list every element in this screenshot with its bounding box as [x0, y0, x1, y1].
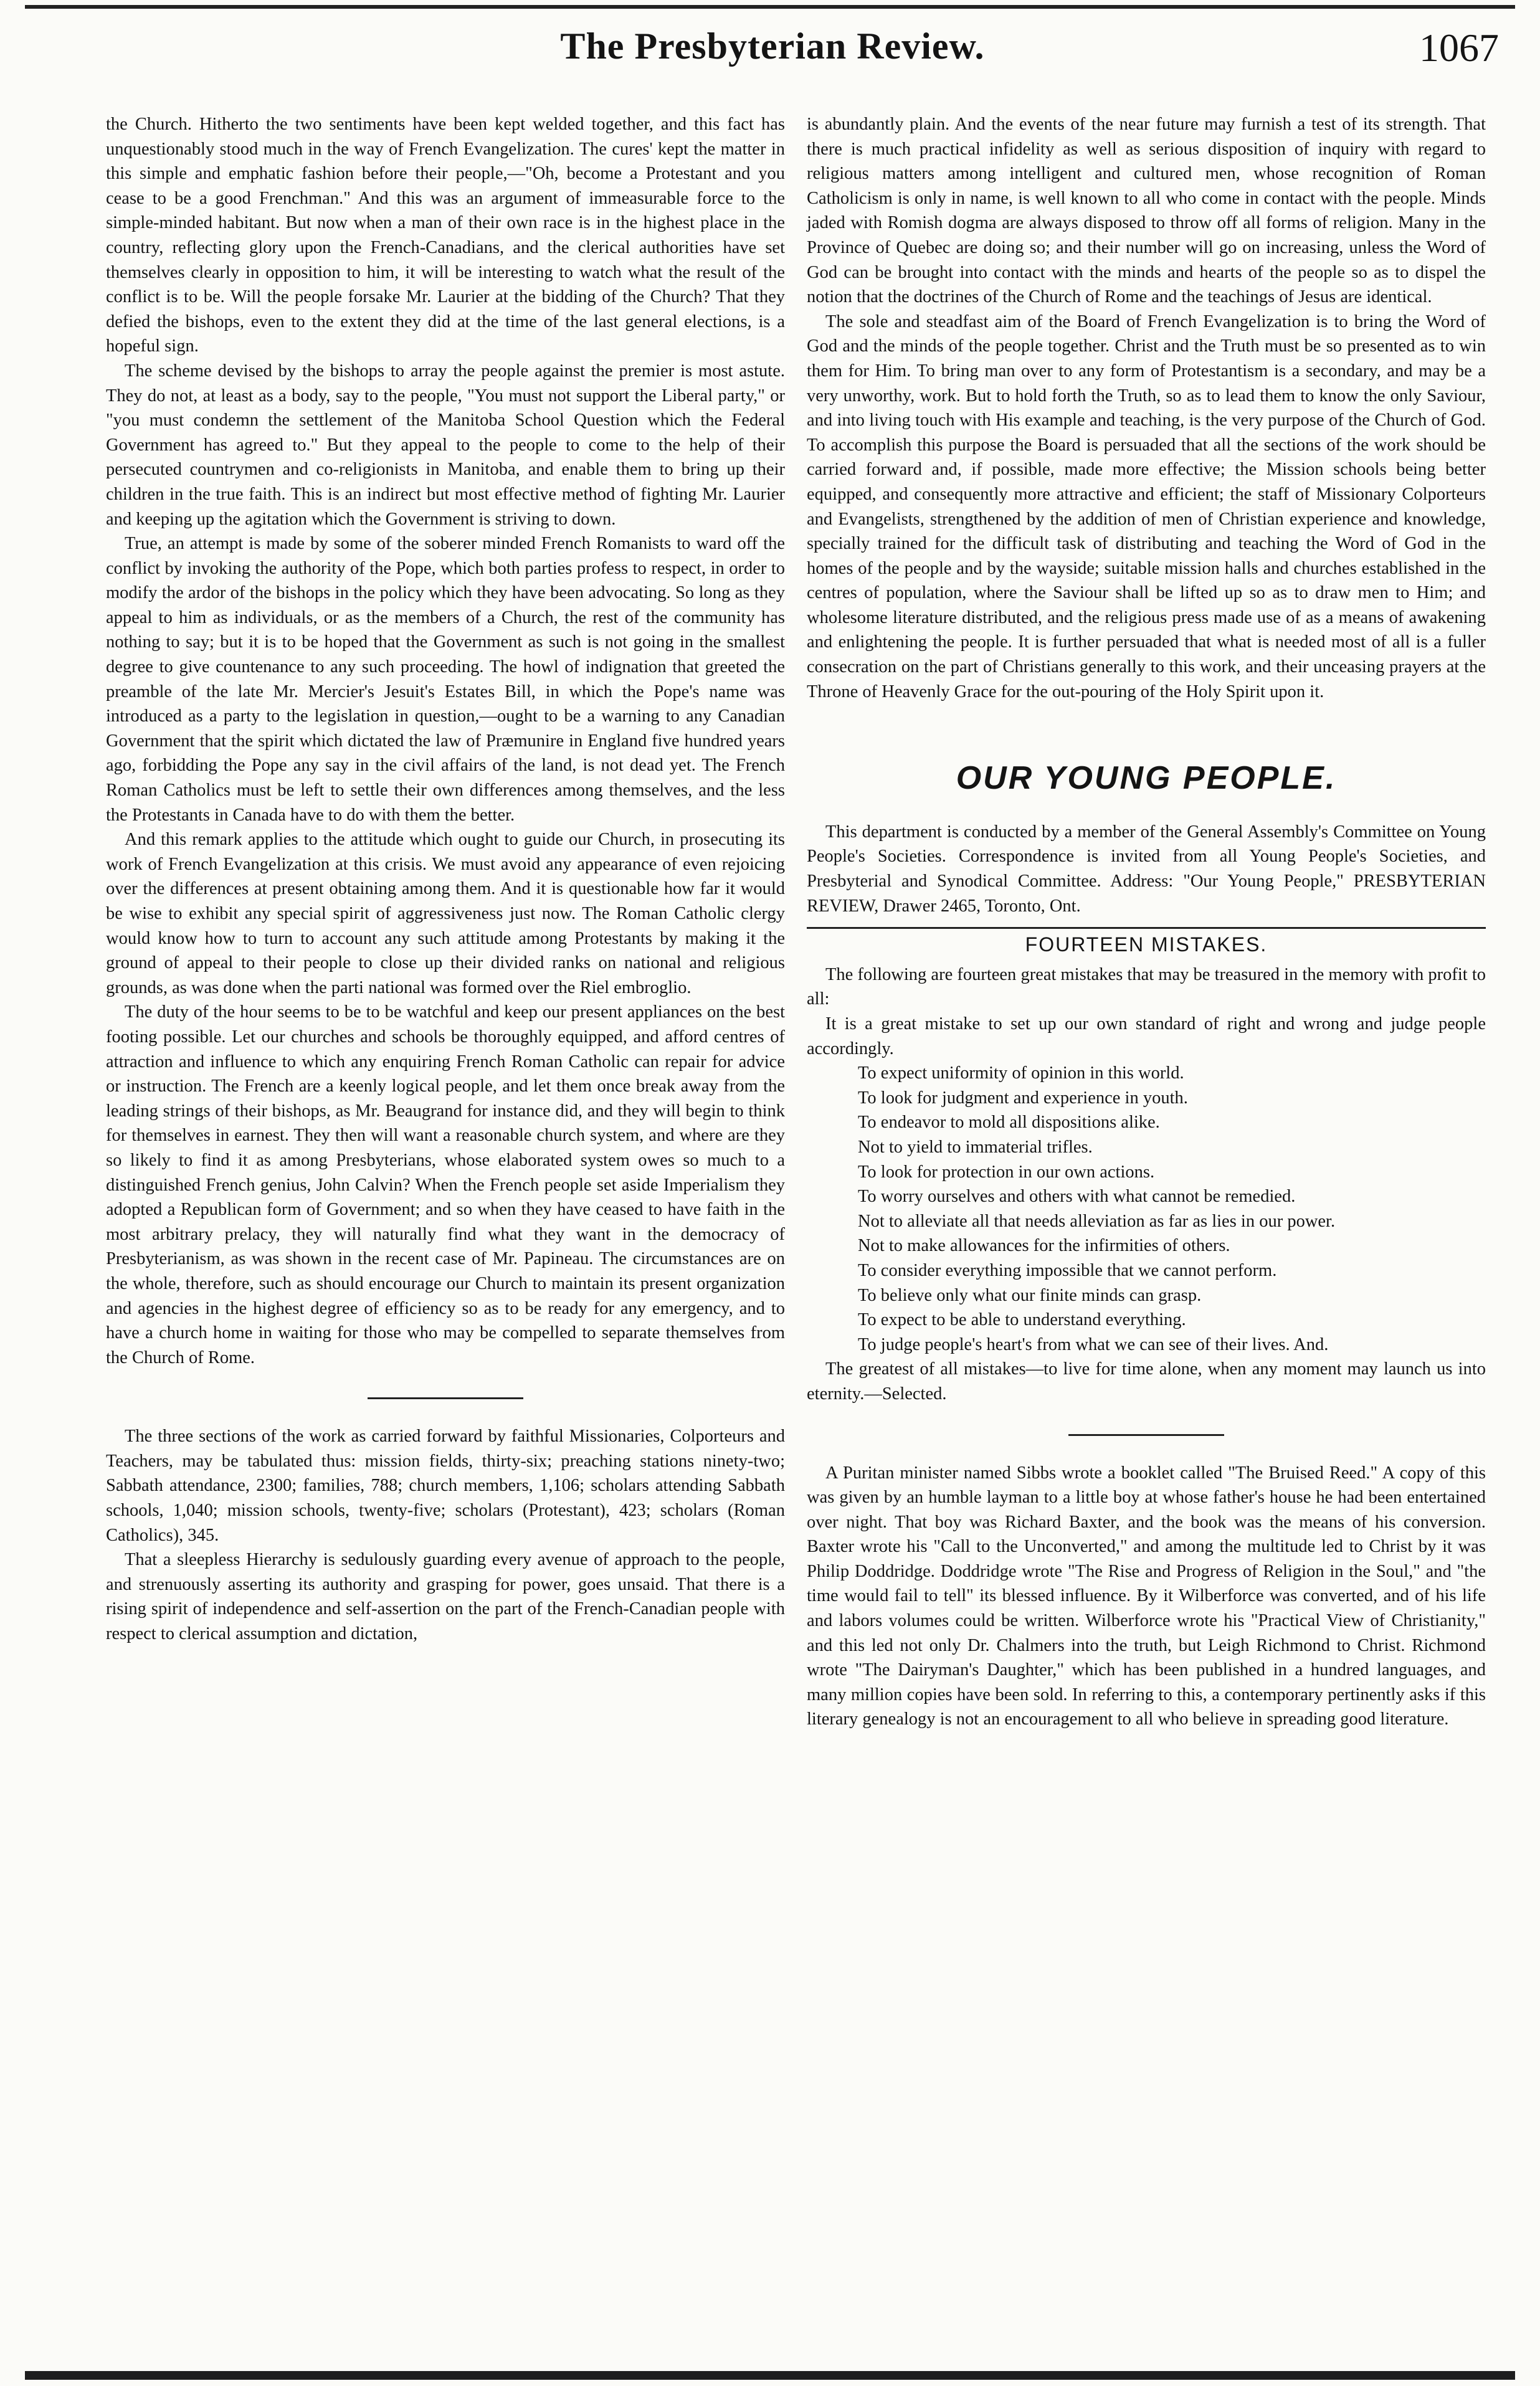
- paragraph: The duty of the hour seems to be to be watchful and keep our present appliances on the best footing possible. Let our churches and schools be thoroughly equipped, and afford centres of attraction and influence to which any enquiring French Roman Catholic can repair for advice or instruction. The French are a keenly logical people, and let them once break away from the leading strings of their bishops, as Mr. Beaugrand for instance did, and they will begin to think for themselves in earnest. They then will want a reasonable church system, and where are they so likely to find it as among Presbyterians, whose elaborated system owes so much to a distinguished French genius, John Calvin? When the French people set aside Imperialism they adopted a Republican form of Government; and so when they have ceased to have faith in the most arbitrary prelacy, they will naturally find what they want in the democracy of Presbyterianism, as was shown in the recent case of Mr. Papineau. The circumstances are on the whole, therefore, such as should encourage our Church to maintain its present organization and agencies in the highest degree of efficiency so as to be ready for any emergency, and to have a church home in waiting for those who may be compelled to separate themselves from the Church of Rome.: [106, 1002, 785, 1367]
- paragraph: It is a great mistake to set up our own standard of right and wrong and judge people accordingly.: [807, 1014, 1486, 1058]
- paragraph: And this remark applies to the attitude which ought to guide our Church, in prosecuting its work of French Evangelization at this crisis. We must avoid any appearance of even rejoicing over the differences at present obtaining among them. And it is questionable how far it would be wise to exhibit any special spirit of aggressiveness just now. The Roman Catholic clergy would know how to turn to account any such attitude among Protestants by making it the ground of appeal to their people to close up their divided ranks on national and religious grounds, as was done when the parti national was formed over the Riel embroglio.: [106, 830, 785, 997]
- rule: [807, 927, 1486, 929]
- paragraph: True, an attempt is made by some of the soberer minded French Romanists to ward off the conflict by invoking the authority of the Pope, which both parties profess to respect, in order to modify the ardor of the bishops in the policy which they have been advocating. So long as they appeal to him as individuals, or as the members of a Church, the rest of the community has nothing to say; but it is to be hoped that the Government as such is not going in the smallest degree to give countenance to any such proceeding. The howl of indignation that greeted the preamble of the late Mr. Mercier's Jesuit's Estates Bill, in which the Pope's name was introduced as a party to the legislation in question,—ought to be a warning to any Canadian Government that the spirit which dictated the law of Præmunire in England five hundred years ago, forbidding the Pope any say in the civil affairs of the land, is not dead yet. The French Roman Catholics must be left to settle their own differences among themselves, and the less the Protestants in Canada have to do with them the better.: [106, 534, 785, 825]
- list-item: Not to make allowances for the infirmities of others.: [858, 1236, 1230, 1256]
- bottom-rule: [25, 2371, 1515, 2380]
- section-divider: [368, 1397, 523, 1399]
- section-title: OUR YOUNG PEOPLE.: [956, 760, 1337, 797]
- page-number: 1067: [1419, 26, 1499, 70]
- section-divider: [1068, 1434, 1224, 1436]
- section-intro: This department is conducted by a member of the General Assembly's Committee on Young People's Societies. Correspondence is invited from all Young People's Societies, and Presbyterial and Synodical Committee. Address: "Our Young People," PRESBYTERIAN REVIEW, Drawer 2465, Toronto, Ont.: [807, 822, 1486, 916]
- list-item: To look for judgment and experience in youth.: [858, 1088, 1188, 1108]
- list-item: To expect to be able to understand everything.: [858, 1310, 1186, 1330]
- list-item: To look for protection in our own actions.: [858, 1162, 1155, 1182]
- article-subhead: FOURTEEN MISTAKES.: [1025, 933, 1268, 956]
- paragraph: The greatest of all mistakes—to live for time alone, when any moment may launch us into eternity.—Selected.: [807, 1359, 1486, 1404]
- left-column: [106, 112, 785, 1647]
- page-title: The Presbyterian Review.: [560, 26, 985, 67]
- mistakes-list: [807, 1061, 1486, 1357]
- list-item: To judge people's heart's from what we can see of their lives. And.: [858, 1334, 1329, 1354]
- list-item: To worry ourselves and others with what cannot be remedied.: [858, 1187, 1296, 1207]
- list-item: Not to yield to immaterial trifles.: [858, 1137, 1093, 1157]
- paragraph: The scheme devised by the bishops to array the people against the premier is most astute. They do not, at least as a body, say to the people, "You must not support the Liberal party," or "you must condemn the settlement of the Manitoba School Question which the Federal Government has agreed to." But they appeal to the people to come to the help of their persecuted countrymen and co-religionists in Manitoba, and enable them to bring up their children in the true faith. This is an indirect but most effective method of fighting Mr. Laurier and keeping up the agitation which the Government is striving to down.: [106, 361, 785, 529]
- paragraph: The three sections of the work as carried forward by faithful Missionaries, Colporteurs and Teachers, may be tabulated thus: mission fields, thirty-six; preaching stations ninety-two; Sabbath attendance, 2300; families, 788; church members, 1,106; scholars attending Sabbath schools, 1,040; mission schools, twenty-five; scholars (Protestant), 423; scholars (Roman Catholics), 345.: [106, 1427, 785, 1545]
- list-item: To expect uniformity of opinion in this world.: [858, 1063, 1184, 1083]
- paragraph: That a sleepless Hierarchy is sedulously guarding every avenue of approach to the people, and strenuously asserting its authority and grasping for power, goes unsaid. That there is a rising spirit of independence and self-assertion on the part of the French-Canadian people with respect to clerical assumption and dictation,: [106, 1550, 785, 1644]
- paragraph: the Church. Hitherto the two sentiments have been kept welded together, and this fact has unquestionably stood much in the way of French Evangelization. The cures' kept the matter in this simple and emphatic fashion before their people,—"Oh, become a Protestant and you cease to be a good Frenchman." And this was an argument of immeasurable force to the simple-minded habitant. But now when a man of their own race is in the highest place in the country, reflecting glory upon the French-Canadians, and the clerical authorities have set themselves clearly in opposition to him, it will be interesting to watch what the result of the conflict is to be. Will the people forsake Mr. Laurier at the bidding of the Church? That they defied the bishops, even to the extent they did at the time of the last general elections, is a hopeful sign.: [106, 115, 785, 356]
- list-item: Not to alleviate all that needs alleviation as far as lies in our power.: [858, 1211, 1336, 1231]
- paragraph: is abundantly plain. And the events of the near future may furnish a test of its strength. That there is much practical infidelity as well as serious disposition of inquiry with regard to religious matters among intelligent and cultured men, whose recognition of Roman Catholicism is only in name, is well known to all who come in contact with the people. Minds jaded with Romish dogma are always disposed to throw off all forms of religion. Many in the Province of Quebec are doing so; and their number will go on increasing, unless the Word of God can be brought into contact with the minds and hearts of the people so as to dispel the notion that the doctrines of the Church of Rome and the teachings of Jesus are identical.: [807, 115, 1486, 307]
- list-item: To consider everything impossible that we cannot perform.: [858, 1260, 1277, 1280]
- top-rule: [25, 5, 1515, 9]
- list-item: To endeavor to mold all dispositions alike.: [858, 1113, 1160, 1133]
- paragraph: The sole and steadfast aim of the Board of French Evangelization is to bring the Word of God and the minds of the people together. Christ and the Truth must be so presented as to win them for Him. To bring man over to any form of Protestantism is a secondary, and may be a very unworthy, work. But to hold forth the Truth, so as to lead them to know the only Saviour, and into living touch with His example and teaching, is the very purpose of the Church of God. To accomplish this purpose the Board is persuaded that all the sections of the work should be carried forward and, if possible, made more effective; the Mission schools being better equipped, and consequently more attractive and efficient; the staff of Missionary Colporteurs and Evangelists, strengthened by the addition of men of Christian experience and knowledge, specially trained for the difficult task of distributing and teaching the Word of God in the homes of the people and by the wayside; suitable mission halls and churches established in the centres of population, where the Saviour shall be lifted up so as to draw men to Him; and wholesome literature distributed, and the religious press made use of as a means of awakening and enlightening the people. It is further persuaded that what is needed most of all is a fuller consecration on the part of Christians generally to this work, and their unceasing prayers at the Throne of Heavenly Grace for the out-pouring of the Holy Spirit upon it.: [807, 311, 1486, 701]
- list-item: To believe only what our finite minds can grasp.: [858, 1285, 1202, 1305]
- paragraph: The following are fourteen great mistakes that may be treasured in the memory with profit to all:: [807, 964, 1486, 1009]
- paragraph: A Puritan minister named Sibbs wrote a booklet called "The Bruised Reed." A copy of this was given by an humble layman to a little boy at whose father's house he had been entertained over night. That boy was Richard Baxter, and the book was the means of his conversion. Baxter wrote his "Call to the Unconverted," and among the multitude led to Christ by it was Philip Doddridge. Doddridge wrote "The Rise and Progress of Religion in the Soul," and "the time would fail to tell" its blessed influence. By it Wilberforce was converted, and of his life and labors volumes could be written. Wilberforce wrote his "Practical View of Christianity," and this led not only Dr. Chalmers into the truth, but Leigh Richmond to Christ. Richmond wrote "The Dairyman's Daughter," which has been published in a hundred languages, and many million copies have been sold. In referring to this, a contemporary pertinently asks if this literary genealogy is not an encouragement to all who believe in spreading good literature.: [807, 1463, 1486, 1729]
- right-column: [807, 112, 1486, 1732]
